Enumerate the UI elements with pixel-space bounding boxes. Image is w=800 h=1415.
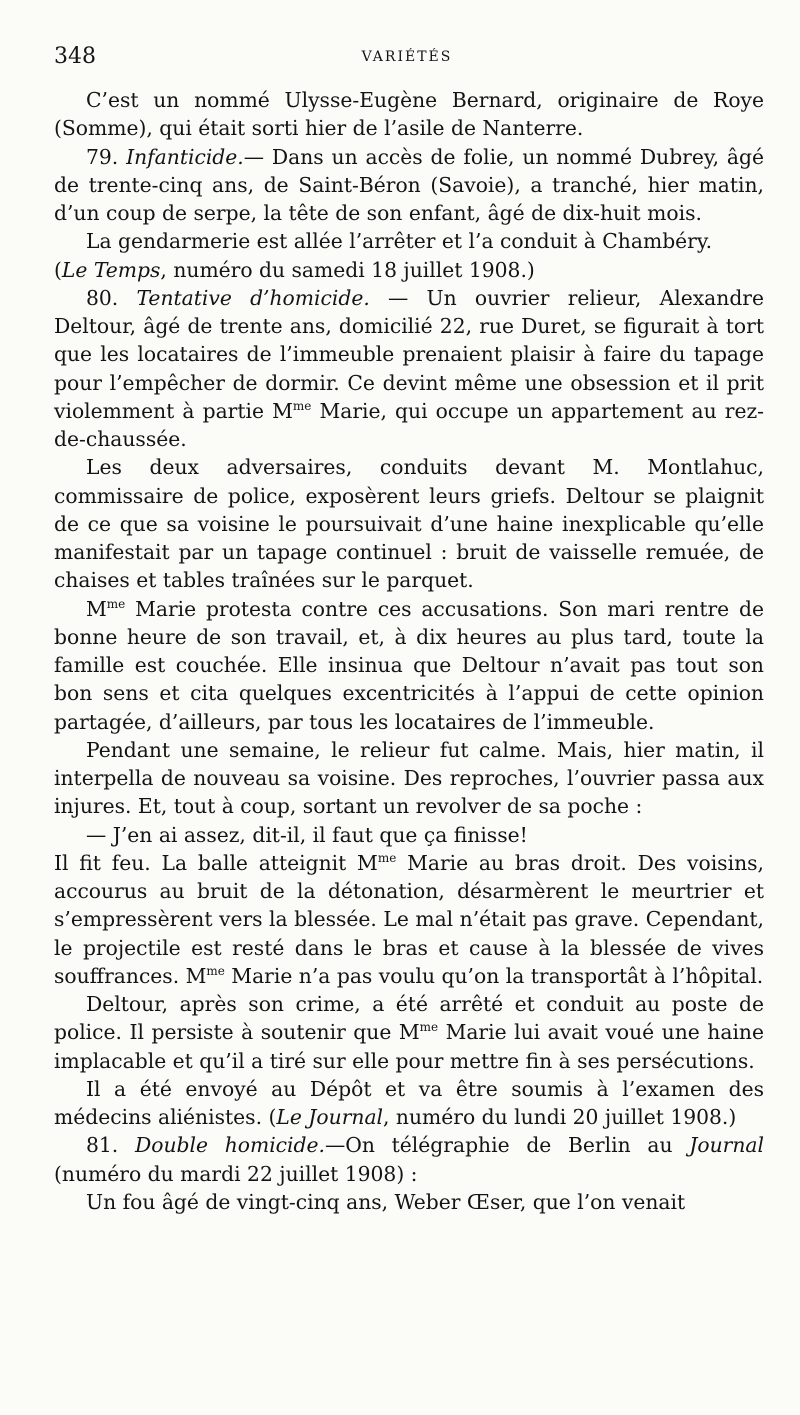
paragraph	[54, 227, 764, 255]
superscript: me	[292, 398, 312, 413]
paragraph-text: Marie n’a pas voulu qu’on la transportât à l’hôpital.	[224, 963, 764, 988]
case-81	[54, 1131, 764, 1188]
case-80	[54, 284, 764, 454]
paragraph-text: , numéro du lundi 20 juillet 1908.)	[383, 1105, 737, 1129]
paragraph-text: C’est un nommé Ulysse-Eugène Bernard, originaire de Roye (Somme), qui était sorti hier de l’asile de Nanterre.	[54, 88, 764, 141]
paragraph	[54, 453, 764, 594]
source-title: Le Temps	[61, 257, 161, 282]
paragraph-text: M	[86, 596, 107, 621]
paragraph	[54, 1075, 764, 1132]
paragraph-text: —On télégraphie de Berlin au	[324, 1133, 690, 1158]
case-title: Tentative d’homicide.	[136, 285, 370, 310]
paragraph-text: Deltour, après son crime, a été arrêté et conduit au poste de police. Il persiste à soutenir que M	[54, 992, 764, 1045]
paragraph-text: La gendarmerie est allée l’arrêter et l’a conduit à Chambéry.	[86, 229, 713, 254]
case-79	[54, 143, 764, 228]
paragraph-text: Marie lui avait voué une haine implacable et qu’il a tiré sur elle pour mettre fin à ses persécutions.	[54, 1020, 764, 1073]
body-text	[54, 86, 764, 1216]
paragraph-text: — Un ouvrier relieur, Alexandre Deltour, âgé de trente ans, domicilié 22, rue Duret, se figurait à tort que les locataires de l’immeuble prenaient plaisir à faire du tapage pour l’empêcher de dormir. Ce devint même une obsession et il prit violemment à partie M	[54, 285, 764, 423]
citation-text: , numéro du samedi 18 juillet 1908.)	[160, 257, 535, 282]
paragraph-text: Marie au bras droit. Des voisins, accourus au bruit de la détonation, désarmèrent le meurtrier et s’empressèrent vers la blessée. Le mal n’était pas grave. Cependant, le projectile est resté dans le bras et cause à la blessée de vives souffrances. M	[54, 850, 764, 988]
case-number: 80.	[86, 285, 137, 310]
running-head: VARIÉTÉS	[361, 49, 453, 65]
paragraph-text: Un fou âgé de vingt-cinq ans, Weber Œser, que l’on venait	[86, 1189, 686, 1214]
source-title: Le Journal	[276, 1105, 384, 1129]
case-title: Infanticide.	[126, 144, 244, 169]
paragraph	[54, 990, 764, 1075]
paragraph-text: Pendant une semaine, le relieur fut calme. Mais, hier matin, il interpella de nouveau sa voisine. Des reproches, l’ouvrier passa aux injures. Et, tout à coup, sortant un revolver de sa poche :	[54, 737, 764, 819]
paragraph	[54, 86, 764, 143]
case-number: 79.	[86, 144, 127, 169]
paragraph-text: Il a été envoyé au Dépôt et va être soumis à l’examen des médecins aliénistes. (	[54, 1076, 764, 1129]
superscript: me	[106, 596, 126, 611]
paragraph-text: Les deux adversaires, conduits devant M. Montlahuc, commissaire de police, exposèrent leurs griefs. Deltour se plaignit de ce que sa voisine le poursuivait d’une haine inexplicable qu’elle manifestait par un tapage continuel : bruit de vaisselle remuée, de chaises et tables traînées sur le parquet.	[54, 455, 764, 593]
paragraph-text: (numéro du mardi 22 juillet 1908) :	[54, 1161, 418, 1186]
case-title: Double homicide.	[134, 1133, 325, 1158]
paragraph-text: — Dans un accès de folie, un nommé Dubrey, âgé de trente-cinq ans, de Saint-Béron (Savoie), a tranché, hier matin, d’un coup de serpe, la tête de son enfant, âgé de dix-huit mois.	[54, 144, 764, 225]
superscript: me	[377, 850, 397, 865]
citation-paren: (	[54, 257, 62, 282]
page-number: 348	[54, 44, 96, 69]
source-citation	[54, 256, 764, 284]
paragraph-text: Marie, qui occupe un appartement au rez-de-chaussée.	[54, 398, 765, 451]
paragraph	[54, 736, 764, 821]
paragraph	[54, 849, 764, 990]
superscript: me	[206, 963, 225, 978]
paragraph-text: Il fit feu. La balle atteignit M	[54, 850, 378, 875]
superscript: me	[419, 1020, 439, 1035]
case-number: 81.	[86, 1133, 135, 1158]
dialogue-line	[54, 821, 764, 849]
paragraph	[54, 595, 764, 736]
page-header	[54, 44, 760, 80]
paragraph-text: — J’en ai assez, dit-il, il faut que ça finisse!	[86, 822, 528, 847]
paragraph-text: Marie protesta contre ces accusations. Son mari rentre de bonne heure de son travail, et, à dix heures au plus tard, toute la famille est couchée. Elle insinua que Deltour n’avait pas tout son bon sens et cita quelques excentricités à l’appui de cette opinion partagée, d’ailleurs, par tous les locataires de l’immeuble.	[54, 596, 764, 734]
source-title: Journal	[689, 1133, 764, 1158]
paragraph	[54, 1188, 764, 1216]
